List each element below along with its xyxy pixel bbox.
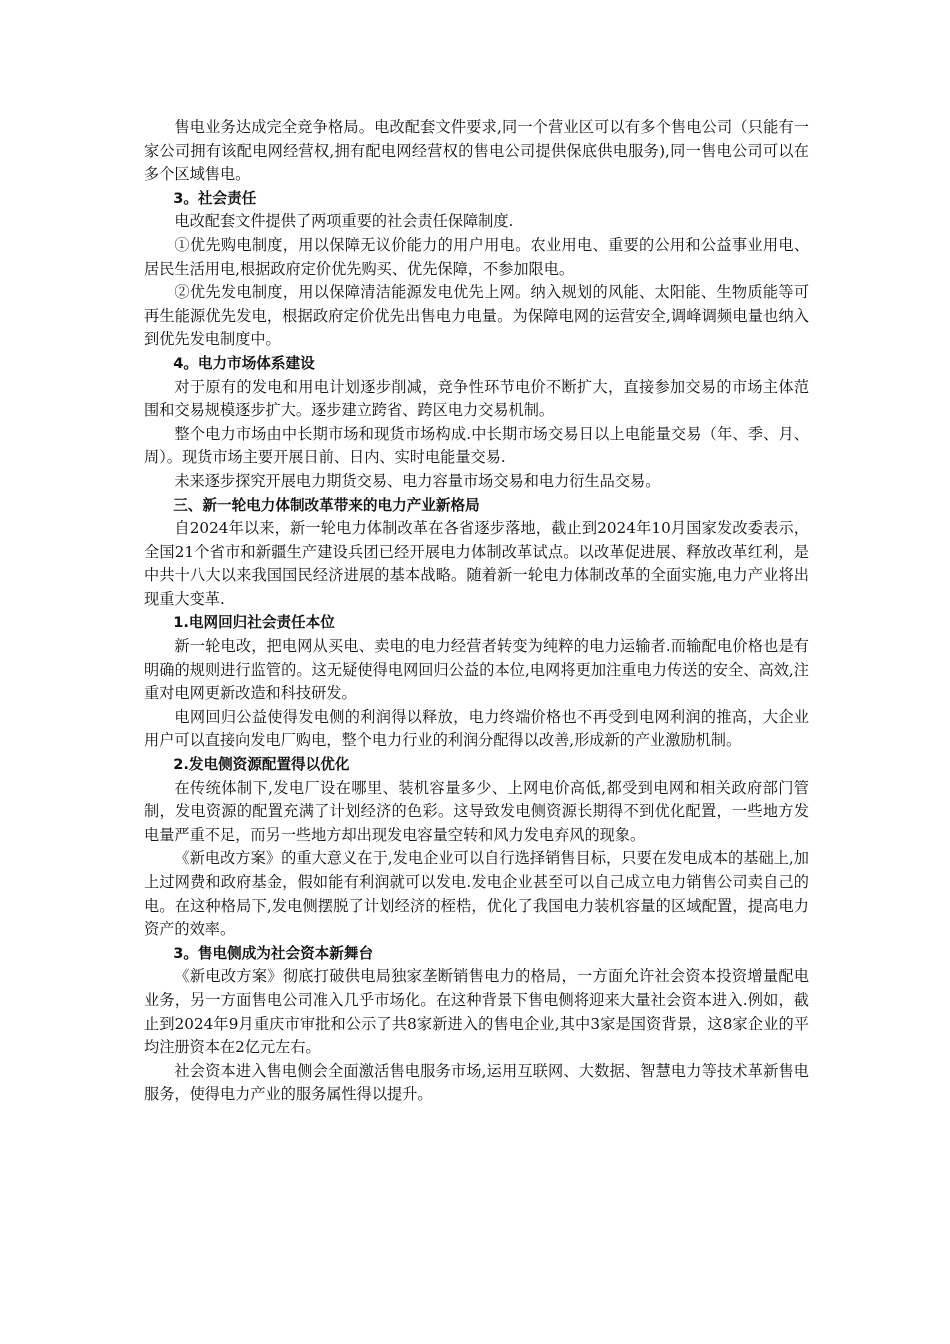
paragraph: 自2024年以来，新一轮电力体制改革在各省逐步落地，截止到2024年10月国家发改委表示，全国21个省市和新疆生产建设兵团已经开展电力体制改革试点。以改革促进展、释放改革红利，是中共十八大以来我国国民经济进展的基本战略。随着新一轮电力体制改革的全面实施,电力产业将出现重大变革.	[144, 519, 809, 608]
paragraph: ②优先发电制度，用以保障清洁能源发电优先上网。纳入规划的风能、太阳能、生物质能等可再生能源优先发电，根据政府定价优先出售电力电量。为保障电网的运营安全,调峰调频电量也纳入到优先发电制度中。	[144, 283, 809, 349]
paragraph: 《新电改方案》彻底打破供电局独家垄断销售电力的格局，一方面允许社会资本投资增量配电业务，另一方面售电公司准入几乎市场化。在这种背景下售电侧将迎来大量社会资本进入.例如，截止到2024年9月重庆市审批和公示了共8家新进入的售电企业,其中3家是国资背景，这8家企业的平均注册资本在2亿元左右。	[144, 967, 809, 1057]
section-heading: 1.电网回归社会责任本位	[173, 614, 335, 632]
paragraph: 售电业务达成完全竞争格局。电改配套文件要求,同一个营业区可以有多个售电公司（只能有一家公司拥有该配电网经营权,拥有配电网经营权的售电公司提供保底供电服务),同一售电公司可以在多个区域售电。	[144, 118, 809, 184]
paragraph: 在传统体制下,发电厂设在哪里、装机容量多少、上网电价高低,都受到电网和相关政府部门管制，发电资源的配置充满了计划经济的色彩。这导致发电侧资源长期得不到优化配置，一些地方发电量严重不足，而另一些地方却出现发电容量空转和风力发电弃风的现象。	[144, 778, 809, 844]
section-heading: 4。电力市场体系建设	[173, 354, 315, 372]
paragraph: 《新电改方案》的重大意义在于,发电企业可以自行选择销售目标，只要在发电成本的基础上,加上过网费和政府基金，假如能有利润就可以发电.发电企业甚至可以自己成立电力销售公司卖自己的电。在这种格局下,发电侧摆脱了计划经济的桎梏，优化了我国电力装机容量的区域配置，提高电力资产的效率。	[144, 849, 809, 939]
paragraph: ①优先购电制度，用以保障无议价能力的用户用电。农业用电、重要的公用和公益事业用电、居民生活用电,根据政府定价优先购买、优先保障，不参加限电。	[144, 235, 809, 278]
paragraph: 整个电力市场由中长期市场和现货市场构成.中长期市场交易日以上电能量交易（年、季、月、周）。现货市场主要开展日前、日内、实时电能量交易.	[144, 424, 809, 467]
paragraph: 新一轮电改，把电网从买电、卖电的电力经营者转变为纯粹的电力运输者.而输配电价格也是有明确的规则进行监管的。这无疑使得电网回归公益的本位,电网将更加注重电力传送的安全、高效,注重对电网更新改造和科技研发。	[144, 637, 809, 703]
section-heading: 三、新一轮电力体制改革带来的电力产业新格局	[173, 496, 480, 514]
section-heading: 2.发电侧资源配置得以优化	[173, 756, 350, 774]
paragraph: 社会资本进入售电侧会全面激活售电服务市场,运用互联网、大数据、智慧电力等技术革新售电服务，使得电力产业的服务属性得以提升。	[144, 1061, 809, 1104]
paragraph: 对于原有的发电和用电计划逐步削减，竞争性环节电价不断扩大，直接参加交易的市场主体范围和交易规模逐步扩大。逐步建立跨省、跨区电力交易机制。	[144, 377, 809, 420]
paragraph: 电改配套文件提供了两项重要的社会责任保障制度.	[174, 212, 514, 231]
section-heading: 3。社会责任	[173, 189, 257, 207]
document-page	[144, 116, 809, 1107]
paragraph: 未来逐步探究开展电力期货交易、电力容量市场交易和电力衍生品交易。	[174, 471, 661, 490]
section-heading: 3。售电侧成为社会资本新舞台	[173, 944, 374, 962]
paragraph: 电网回归公益使得发电侧的利润得以释放，电力终端价格也不再受到电网利润的推高，大企业用户可以直接向发电厂购电，整个电力行业的利润分配得以改善,形成新的产业激励机制。	[144, 707, 809, 750]
